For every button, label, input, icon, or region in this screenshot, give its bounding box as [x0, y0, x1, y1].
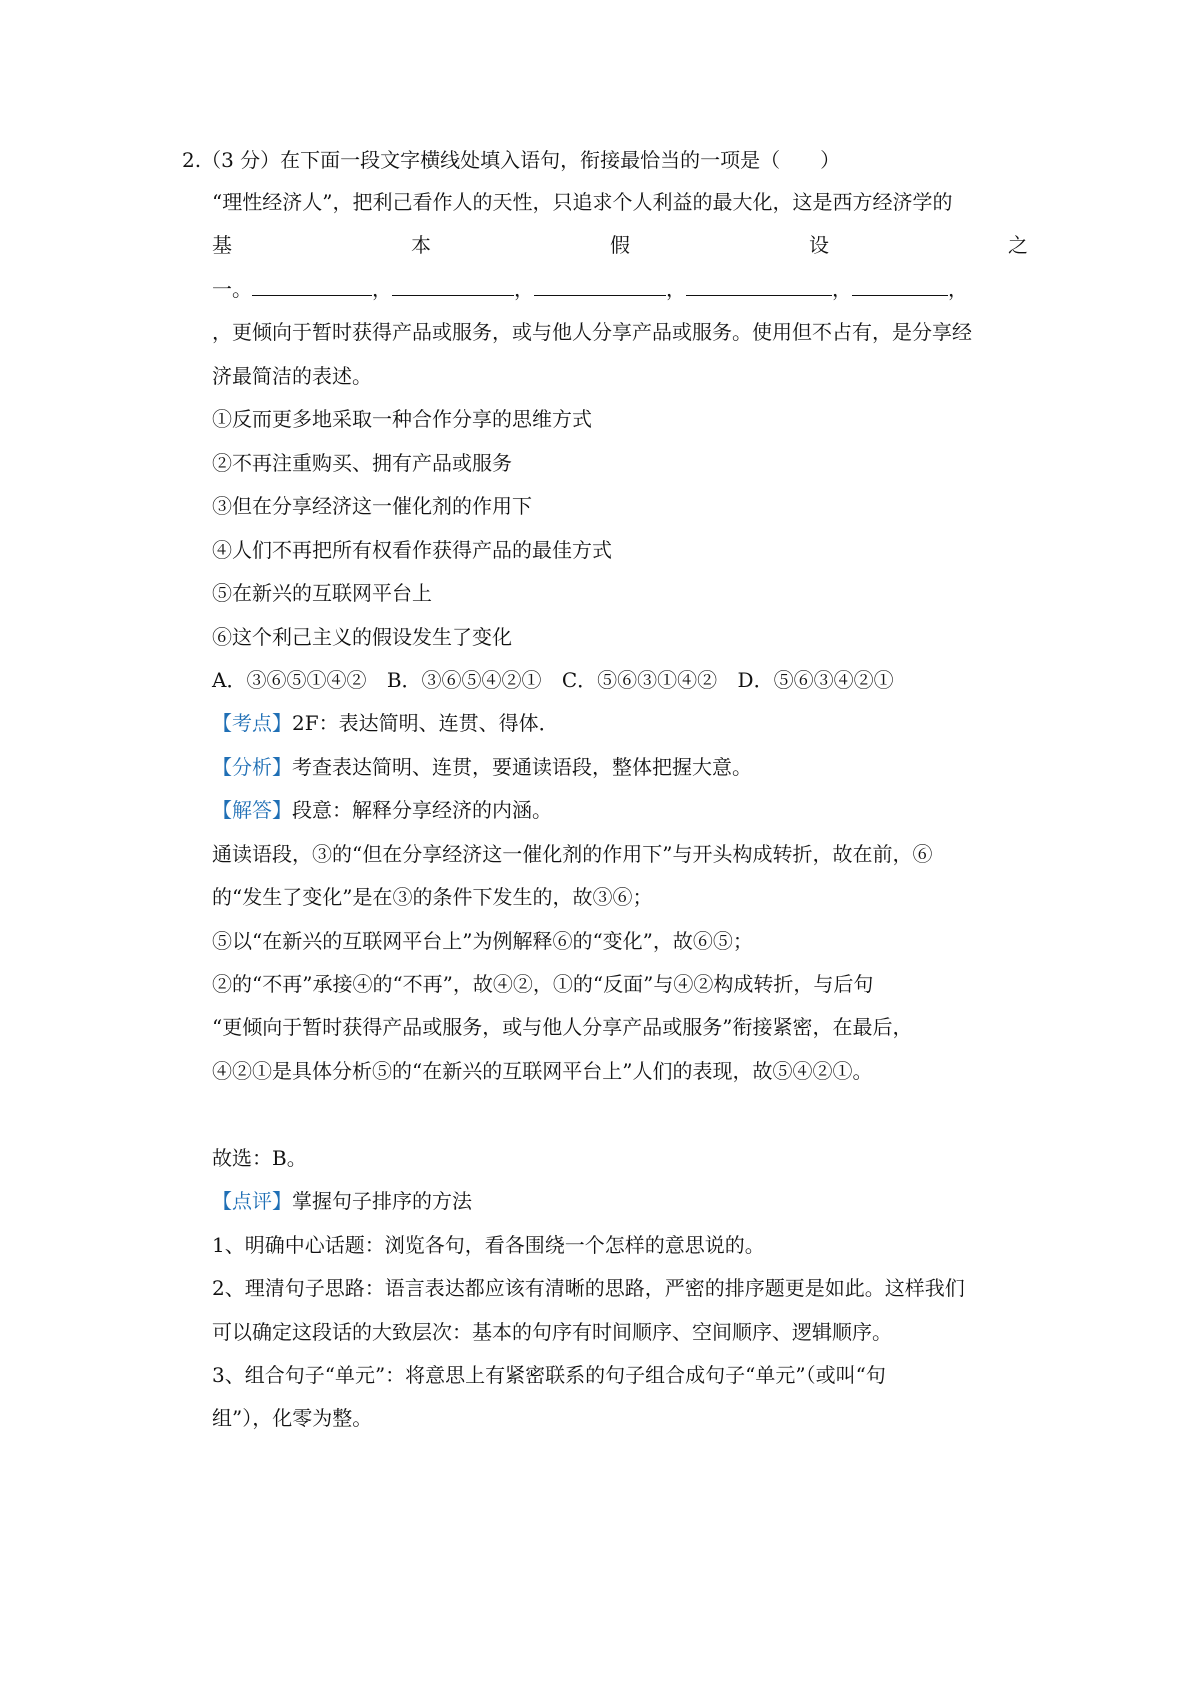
item-3: ③但在分享经济这一催化剂的作用下: [212, 494, 532, 518]
fill-blank: [852, 277, 948, 296]
passage-line-3-blanks: [212, 276, 1028, 302]
analysis-line-6: ④②①是具体分析⑤的“在新兴的互联网平台上”人们的表现，故⑤④②①。: [212, 1059, 873, 1083]
answer-line: 故选：B。: [212, 1146, 307, 1170]
jieda-text: 段意：解释分享经济的内涵。: [292, 798, 552, 822]
option-d: D．⑤⑥③④②①: [737, 668, 894, 692]
item-5: ⑤在新兴的互联网平台上: [212, 581, 432, 605]
method-line-5: 组”），化零为整。: [212, 1406, 373, 1430]
passage-char: 假: [610, 233, 630, 257]
item-6: ⑥这个利己主义的假设发生了变化: [212, 625, 512, 649]
kaodian-tag: 【考点】: [212, 711, 292, 735]
option-b: B．③⑥⑤④②①: [386, 668, 542, 692]
method-line-1: 1、明确中心话题：浏览各句，看各围绕一个怎样的意思说的。: [212, 1233, 765, 1257]
jieda-line: [212, 797, 1028, 823]
jieda-tag: 【解答】: [212, 798, 292, 822]
fill-blank: [392, 277, 514, 296]
question-line: [182, 147, 998, 173]
analysis-line-3: ⑤以“在新兴的互联网平台上”为例解释⑥的“变化”，故⑥⑤；: [212, 929, 753, 953]
passage-char: 设: [809, 233, 829, 257]
method-line-4: 3、组合句子“单元”：将意思上有紧密联系的句子组合成句子“单元”（或叫“句: [212, 1363, 886, 1387]
options-row: [212, 667, 1028, 693]
passage-line-2: [212, 232, 1028, 258]
analysis-line-5: “更倾向于暂时获得产品或服务，或与他人分享产品或服务”衔接紧密，在最后，: [212, 1015, 913, 1039]
item-2: ②不再注重购买、拥有产品或服务: [212, 451, 512, 475]
passage-char: 基: [212, 233, 232, 257]
dianping-line: [212, 1188, 1028, 1214]
question-number: 2.: [182, 148, 202, 172]
fenxi-tag: 【分析】: [212, 755, 292, 779]
method-line-3: 可以确定这段话的大致层次：基本的句序有时间顺序、空间顺序、逻辑顺序。: [212, 1320, 892, 1344]
option-c: C．⑤⑥③①④②: [561, 668, 718, 692]
option-a: A．③⑥⑤①④②: [212, 668, 367, 692]
analysis-line-1: 通读语段，③的“但在分享经济这一催化剂的作用下”与开头构成转折，故在前，⑥: [212, 842, 933, 866]
analysis-line-2: 的“发生了变化”是在③的条件下发生的，故③⑥；: [212, 885, 653, 909]
separator: ，: [948, 277, 968, 301]
separator: ，: [832, 277, 852, 301]
fenxi-text: 考查表达简明、连贯，要通读语段，整体把握大意。: [292, 755, 752, 779]
analysis-line-4: ②的“不再”承接④的“不再”，故④②，①的“反面”与④②构成转折，与后句: [212, 972, 874, 996]
passage-line-3-start: 一。: [212, 277, 252, 301]
fenxi-line: [212, 754, 1028, 780]
fill-blank: [686, 277, 832, 296]
separator: ，: [666, 277, 686, 301]
passage-line-1: “理性经济人”，把利己看作人的天性，只追求个人利益的最大化，这是西方经济学的: [212, 190, 953, 214]
separator: ，: [372, 277, 392, 301]
fill-blank: [534, 277, 666, 296]
dianping-text: 掌握句子排序的方法: [292, 1189, 472, 1213]
passage-char: 本: [411, 233, 431, 257]
separator: ，: [514, 277, 534, 301]
question-text: （3 分）在下面一段文字横线处填入语句，衔接最恰当的一项是（ ）: [201, 148, 841, 172]
passage-char: 之: [1008, 233, 1028, 257]
passage-line-5: 济最简洁的表述。: [212, 364, 372, 388]
method-line-2: 2、理清句子思路：语言表达都应该有清晰的思路，严密的排序题更是如此。这样我们: [212, 1276, 965, 1300]
passage-line-4: ，更倾向于暂时获得产品或服务，或与他人分享产品或服务。使用但不占有，是分享经: [212, 320, 972, 344]
fill-blank: [252, 277, 372, 296]
item-4: ④人们不再把所有权看作获得产品的最佳方式: [212, 538, 612, 562]
item-1: ①反而更多地采取一种合作分享的思维方式: [212, 407, 592, 431]
dianping-tag: 【点评】: [212, 1189, 292, 1213]
kaodian-line: [212, 710, 1028, 736]
kaodian-text: 2F：表达简明、连贯、得体．: [292, 711, 559, 735]
